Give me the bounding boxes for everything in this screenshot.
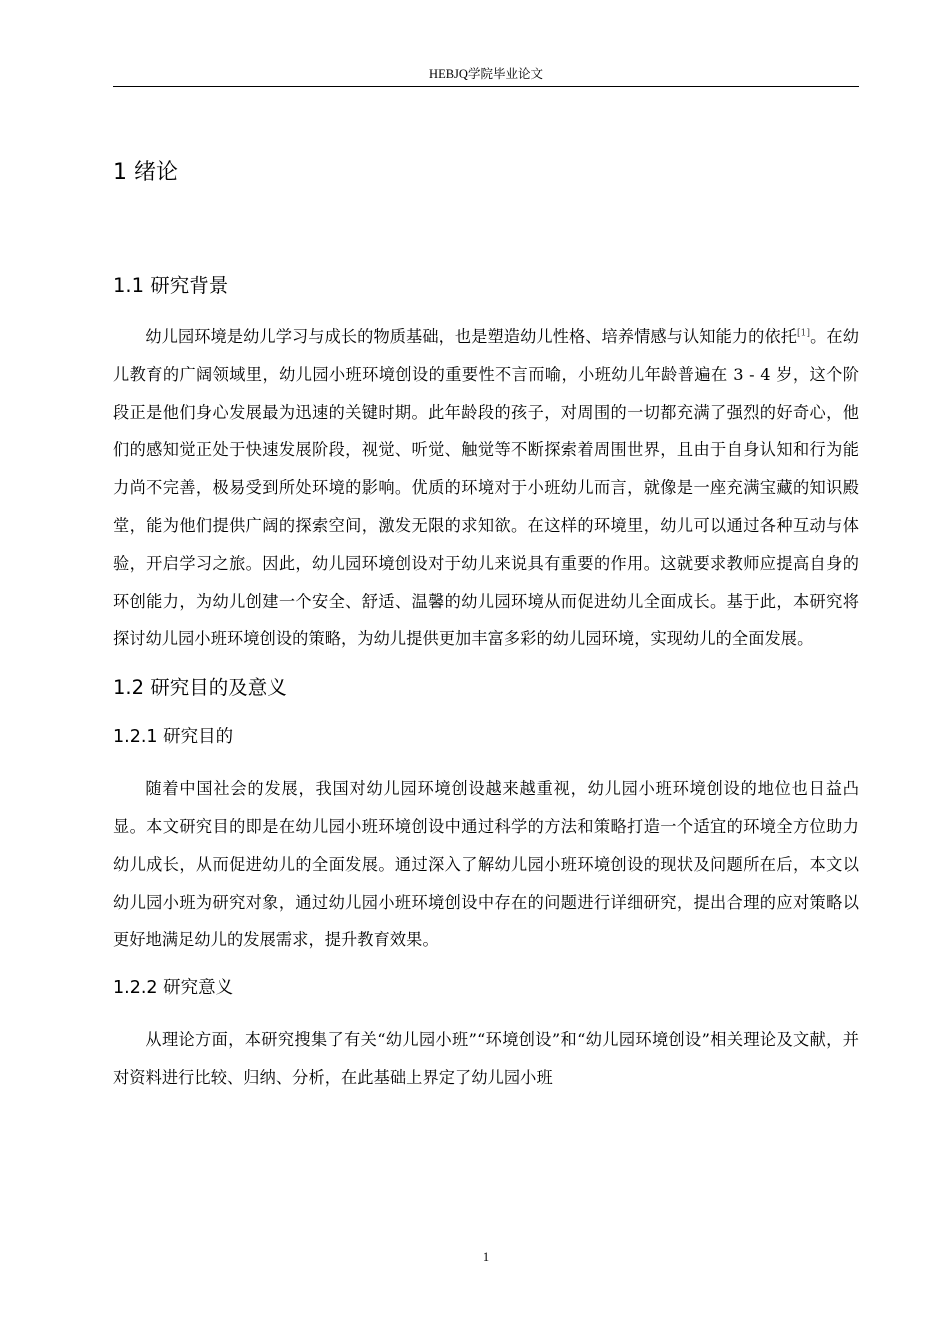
paragraph-research-significance: 从理论方面，本研究搜集了有关“幼儿园小班”“环境创设”和“幼儿园环境创设”相关理论及文献，并对资料进行比较、归纳、分析，在此基础上界定了幼儿园小班 (113, 1030, 859, 1087)
page-body (113, 150, 859, 1109)
paragraph-text-before-citation: 幼儿园环境是幼儿学习与成长的物质基础，也是塑造幼儿性格、培养情感与认知能力的依托 (145, 327, 798, 346)
section-heading-1-2-2: 1.2.2 研究意义 (113, 978, 234, 999)
paragraph-research-purpose: 随着中国社会的发展，我国对幼儿园环境创设越来越重视，幼儿园小班环境创设的地位也日益凸显。本文研究目的即是在幼儿园小班环境创设中通过科学的方法和策略打造一个适宜的环境全方位助力幼儿成长，从而促进幼儿的全面发展。通过深入了解幼儿园小班环境创设的现状及问题所在后，本文以幼儿园小班为研究对象，通过幼儿园小班环境创设中存在的问题进行详细研究，提出合理的应对策略以更好地满足幼儿的发展需求，提升教育效果。 (113, 779, 859, 950)
page-number: 1 (482, 1250, 490, 1264)
page-header: HEBJQ学院毕业论文 (429, 67, 543, 81)
paragraph-research-background (113, 318, 859, 658)
paragraph-text-after-citation: 。在幼儿教育的广阔领域里，幼儿园小班环境创设的重要性不言而喻，小班幼儿年龄普遍在 3 - 4 岁，这个阶段正是他们身心发展最为迅速的关键时期。此年龄段的孩子，对周围的一切都充满了强烈的好奇心，他们的感知觉正处于快速发展阶段，视觉、听觉、触觉等不断探索着周围世界，且由于自身认知和行为能力尚不完善，极易受到所处环境的影响。优质的环境对于小班幼儿而言，就像是一座充满宝藏的知识殿堂，能为他们提供广阔的探索空间，激发无限的求知欲。在这样的环境里，幼儿可以通过各种互动与体验，开启学习之旅。因此，幼儿园环境创设对于幼儿来说具有重要的作用。这就要求教师应提高自身的环创能力，为幼儿创建一个安全、舒适、温馨的幼儿园环境从而促进幼儿全面成长。基于此，本研究将探讨幼儿园小班环境创设的策略，为幼儿提供更加丰富多彩的幼儿园环境，实现幼儿的全面发展。 (113, 327, 859, 649)
section-heading-1-2-1: 1.2.1 研究目的 (113, 727, 234, 748)
citation-marker: [1] (797, 328, 811, 339)
section-heading-1-2: 1.2 研究目的及意义 (113, 676, 287, 700)
section-heading-1-1: 1.1 研究背景 (113, 274, 229, 297)
chapter-heading: 1 绪论 (113, 160, 178, 185)
header-divider (113, 86, 859, 87)
